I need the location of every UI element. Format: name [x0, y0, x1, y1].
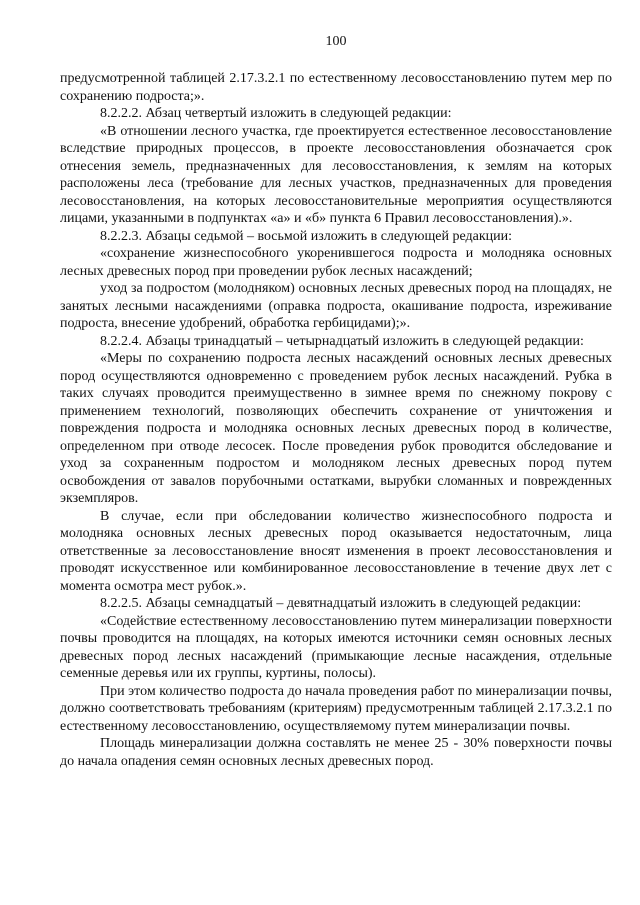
paragraph-insufficient-undergrowth: В случае, если при обследовании количество жизнеспособного подроста и молодняка основных лесных древесных пород оказывается недостаточным, лица ответственные за лесовосстановление вносят изменения в проект лесовосстановления и проводят искусственное или комбинированное лесовосстановление в течение двух лет с момента осмотра мест рубок.».: [60, 508, 612, 594]
paragraph-8-2-2-5-heading: 8.2.2.5. Абзацы семнадцатый – девятнадцатый изложить в следующей редакции:: [100, 596, 582, 611]
paragraph-8-2-2-2-heading: 8.2.2.2. Абзац четвертый изложить в следующей редакции:: [100, 106, 452, 121]
paragraph-quote-soil-mineralization: «Содействие естественному лесовосстановлению путем минерализации поверхности почвы проводится на площадях, на которых имеются источники семян основных лесных древесных пород лесных насаждений (примыкающие лесные насаждения, отдельные семенные деревья или их группы, куртины, полосы).: [60, 613, 612, 681]
paragraph-mineralization-area: Площадь минерализации должна составлять не менее 25 - 30% поверхности почвы до начала опадения семян основных лесных древесных пород.: [60, 736, 612, 769]
page-number: 100: [325, 34, 347, 49]
paragraph-quote-preservation-measures: «Меры по сохранению подроста лесных насаждений основных лесных древесных пород осуществляются одновременно с проведением рубок лесных насаждений. Рубка в таких случаях проводится преимущественно в зимнее время по снежному покрову с применением технологий, позволяющих обеспечить сохранение от уничтожения и повреждения подроста и молодняка основных лесных древесных пород в количестве, определенном при отводе лесосек. После проведения рубок проводится обследование и уход за сохраненным подростом и молодняком лесных древесных пород путем освобождения от завалов порубочными остатками, вырубки сломанных и поврежденных экземпляров.: [60, 351, 612, 506]
paragraph-8-2-2-4-heading: 8.2.2.4. Абзацы тринадцатый – четырнадцатый изложить в следующей редакции:: [100, 333, 584, 349]
paragraph-quote-undergrowth-preservation: «сохранение жизнеспособного укоренившегося подроста и молодняка основных лесных древесных пород при проведении рубок лесных насаждений;: [60, 246, 612, 279]
paragraph-mineralization-requirements: При этом количество подроста до начала проведения работ по минерализации почвы, должно соответствовать требованиям (критериям) предусмотренным таблицей 2.17.3.2.1 по естественному лесовосстановлению, осуществляемому путем минерализации почвы.: [60, 683, 612, 734]
paragraph-8-2-2-3-heading: 8.2.2.3. Абзацы седьмой – восьмой изложить в следующей редакции:: [100, 228, 513, 244]
paragraph-undergrowth-care: уход за подростом (молодняком) основных лесных древесных пород на площадях, не занятых лесными насаждениями (оправка подроста, окашивание подроста, изреживание подроста, внесение удобрений, обработка гербицидами);».: [60, 281, 612, 331]
paragraph-continuation: предусмотренной таблицей 2.17.3.2.1 по естественному лесовосстановлению путем мер по сохранению подроста;».: [60, 71, 612, 104]
paragraph-quote-natural-reforestation: «В отношении лесного участка, где проектируется естественное лесовосстановление вследствие природных процессов, в проекте лесовосстановления обозначается срок отнесения земель, предназначенных для лесовосстановления, к землям на которых расположены леса (требование для лесных участков, предназначенных для проведения лесовосстановления, на которых лесовосстановительные мероприятия осуществляются лицами, указанными в подпунктах «а» и «б» пункта 6 Правил лесовосстановления).».: [60, 123, 612, 226]
document-body: [60, 70, 612, 770]
